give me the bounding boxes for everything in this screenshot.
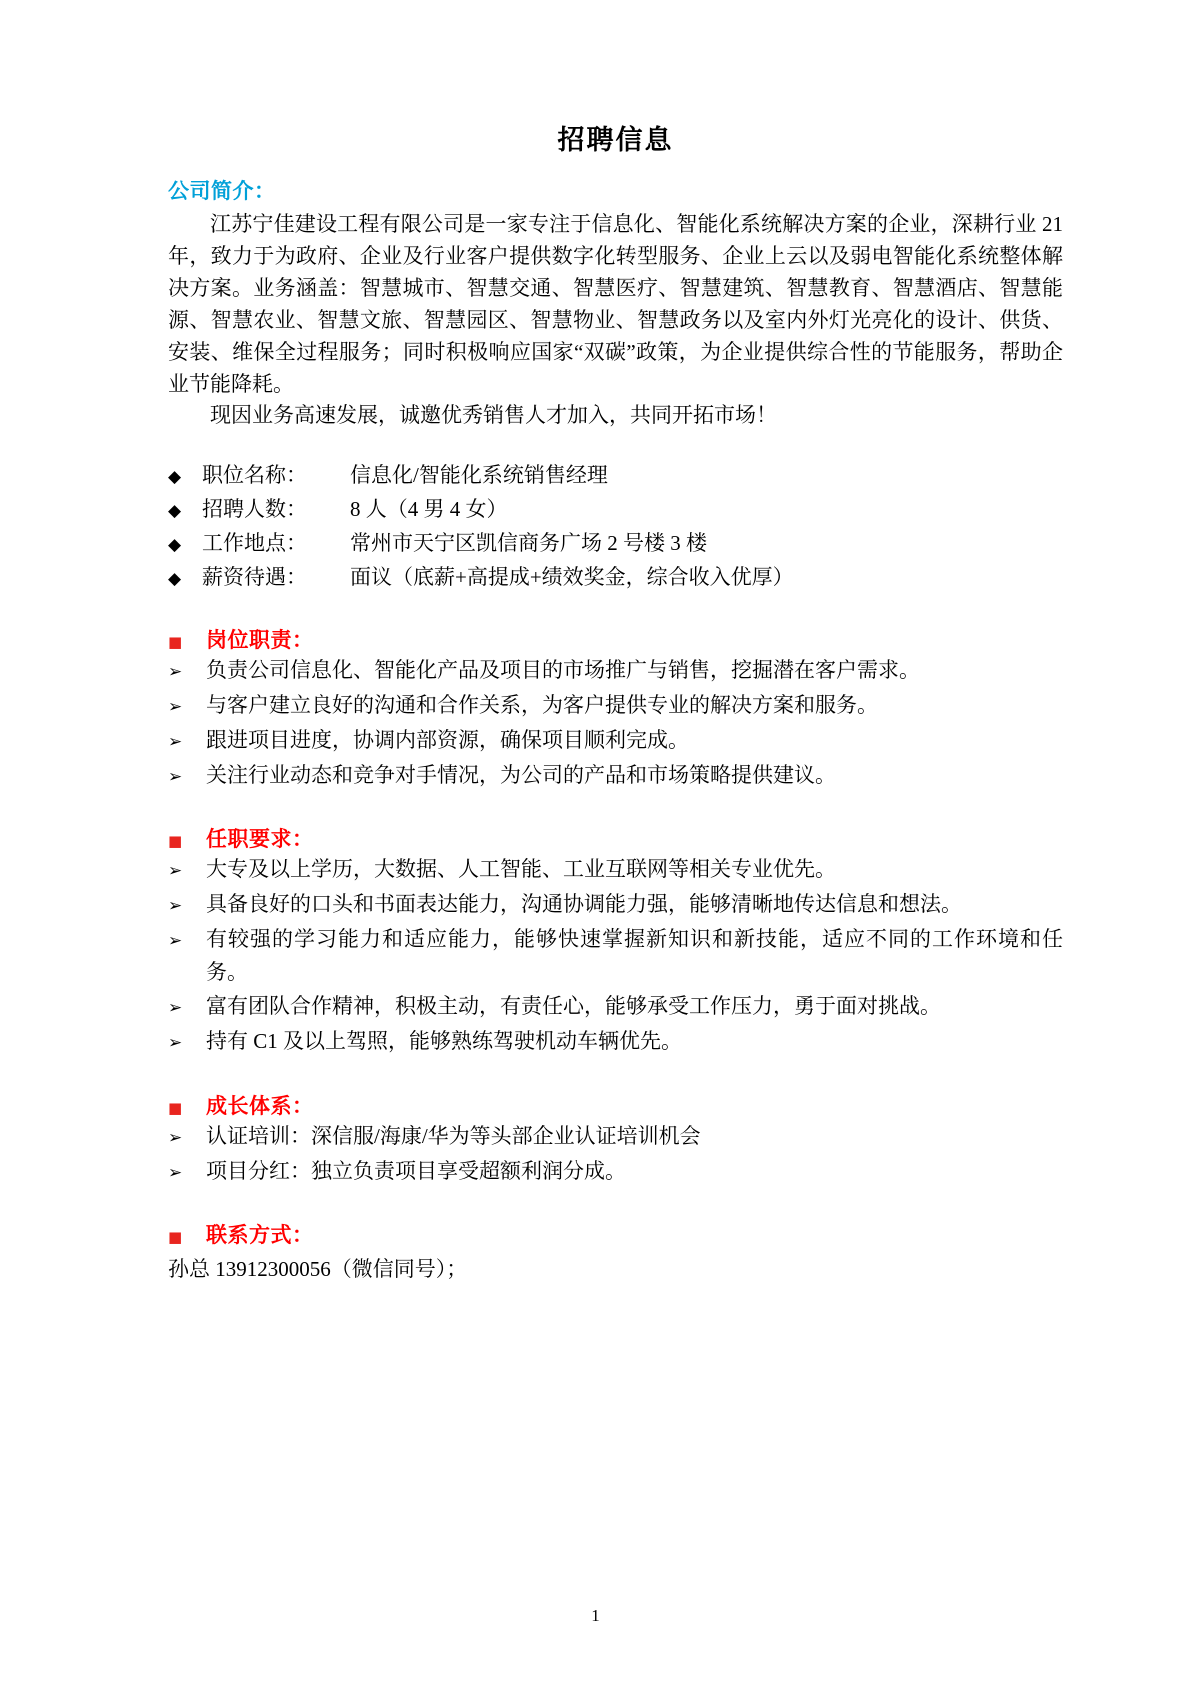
square-bullet-icon: ■	[168, 1098, 183, 1117]
requirements-list	[168, 853, 1063, 1058]
diamond-bullet-icon: ◆	[168, 501, 182, 522]
list-item	[168, 1155, 1063, 1188]
square-bullet-icon: ■	[168, 633, 183, 652]
requirement-text: 具备良好的口头和书面表达能力，沟通协调能力强，能够清晰地传达信息和想法。	[206, 892, 962, 917]
job-fields-list	[168, 458, 1063, 594]
list-item	[168, 888, 1063, 921]
arrow-bullet-icon: ➢	[168, 1162, 183, 1183]
contact-heading	[168, 1219, 1063, 1249]
requirement-text: 大专及以上学历，大数据、人工智能、工业互联网等相关专业优先。	[206, 857, 836, 882]
list-item	[168, 526, 1063, 560]
job-field-value: 面议（底薪+高提成+绩效奖金，综合收入优厚）	[350, 565, 794, 590]
growth-system-heading-text: 成长体系：	[206, 1093, 314, 1118]
list-item	[168, 689, 1063, 722]
requirement-text: 持有 C1 及以上驾照，能够熟练驾驶机动车辆优先。	[206, 1029, 683, 1054]
requirements-heading	[168, 823, 1063, 853]
growth-system-list	[168, 1120, 1063, 1188]
arrow-bullet-icon: ➢	[168, 930, 183, 951]
responsibility-text: 关注行业动态和竞争对手情况，为公司的产品和市场策略提供建议。	[206, 762, 836, 787]
contact-heading-text: 联系方式：	[206, 1223, 314, 1248]
diamond-bullet-icon: ◆	[168, 535, 182, 556]
growth-item-text: 认证培训：深信服/海康/华为等头部企业认证培训机会	[206, 1123, 701, 1148]
job-field-value: 常州市天宁区凯信商务广场 2 号楼 3 楼	[350, 531, 707, 556]
contact-line: 孙总 13912300056（微信同号）；	[168, 1257, 468, 1282]
job-field-label: 工作地点：	[202, 531, 307, 556]
responsibility-text: 负责公司信息化、智能化产品及项目的市场推广与销售，挖掘潜在客户需求。	[206, 658, 920, 683]
job-field-value: 8 人（4 男 4 女）	[350, 497, 508, 522]
requirement-text: 有较强的学习能力和适应能力，能够快速掌握新知识和新技能，适应不同的工作环境和任务。	[206, 926, 1063, 984]
responsibility-text: 跟进项目进度，协调内部资源，确保项目顺利完成。	[206, 727, 689, 752]
requirements-heading-text: 任职要求：	[206, 827, 314, 852]
arrow-bullet-icon: ➢	[168, 731, 183, 752]
square-bullet-icon: ■	[168, 1228, 183, 1247]
list-item	[168, 990, 1063, 1023]
list-item	[168, 654, 1063, 687]
list-item	[168, 923, 1063, 989]
arrow-bullet-icon: ➢	[168, 1033, 183, 1054]
arrow-bullet-icon: ➢	[168, 998, 183, 1019]
page-number: 1	[591, 1606, 600, 1625]
list-item	[168, 560, 1063, 594]
square-bullet-icon: ■	[168, 832, 183, 851]
job-field-label: 薪资待遇：	[202, 565, 307, 590]
arrow-bullet-icon: ➢	[168, 861, 183, 882]
responsibilities-heading-text: 岗位职责：	[206, 628, 314, 653]
diamond-bullet-icon: ◆	[168, 467, 182, 488]
list-item	[168, 759, 1063, 792]
job-field-value: 信息化/智能化系统销售经理	[350, 463, 608, 488]
growth-item-text: 项目分红：独立负责项目享受超额利润分成。	[206, 1158, 626, 1183]
list-item	[168, 492, 1063, 526]
job-field-label: 职位名称：	[202, 463, 307, 488]
arrow-bullet-icon: ➢	[168, 766, 183, 787]
list-item	[168, 724, 1063, 757]
growth-system-heading	[168, 1090, 1063, 1120]
list-item	[168, 853, 1063, 886]
list-item	[168, 1025, 1063, 1058]
responsibilities-heading	[168, 624, 1063, 654]
company-intro-paragraph-1: 江苏宁佳建设工程有限公司是一家专注于信息化、智能化系统解决方案的企业，深耕行业 21 年，致力于为政府、企业及行业客户提供数字化转型服务、企业上云以及弱电智能化系统整体解决方案。业务涵盖：智慧城市、智慧交通、智慧医疗、智慧建筑、智慧教育、智慧酒店、智慧能源、智慧农业、智慧文旅、智慧园区、智慧物业、智慧政务以及室内外灯光亮化的设计、供货、安装、维保全过程服务；同时积极响应国家“双碳”政策，为企业提供综合性的节能服务，帮助企业节能降耗。	[168, 212, 1063, 396]
job-field-label: 招聘人数：	[202, 497, 307, 522]
requirement-text: 富有团队合作精神，积极主动，有责任心，能够承受工作压力，勇于面对挑战。	[206, 994, 941, 1019]
list-item	[168, 458, 1063, 492]
responsibilities-list	[168, 654, 1063, 791]
arrow-bullet-icon: ➢	[168, 1127, 183, 1148]
arrow-bullet-icon: ➢	[168, 896, 183, 917]
responsibility-text: 与客户建立良好的沟通和合作关系，为客户提供专业的解决方案和服务。	[206, 693, 878, 718]
arrow-bullet-icon: ➢	[168, 697, 183, 718]
diamond-bullet-icon: ◆	[168, 569, 182, 590]
list-item	[168, 1120, 1063, 1153]
company-intro-paragraph-2: 现因业务高速发展，诚邀优秀销售人才加入，共同开拓市场！	[210, 403, 777, 428]
page-title: 招聘信息	[557, 125, 674, 156]
company-intro-heading: 公司简介：	[168, 179, 276, 203]
arrow-bullet-icon: ➢	[168, 662, 183, 683]
